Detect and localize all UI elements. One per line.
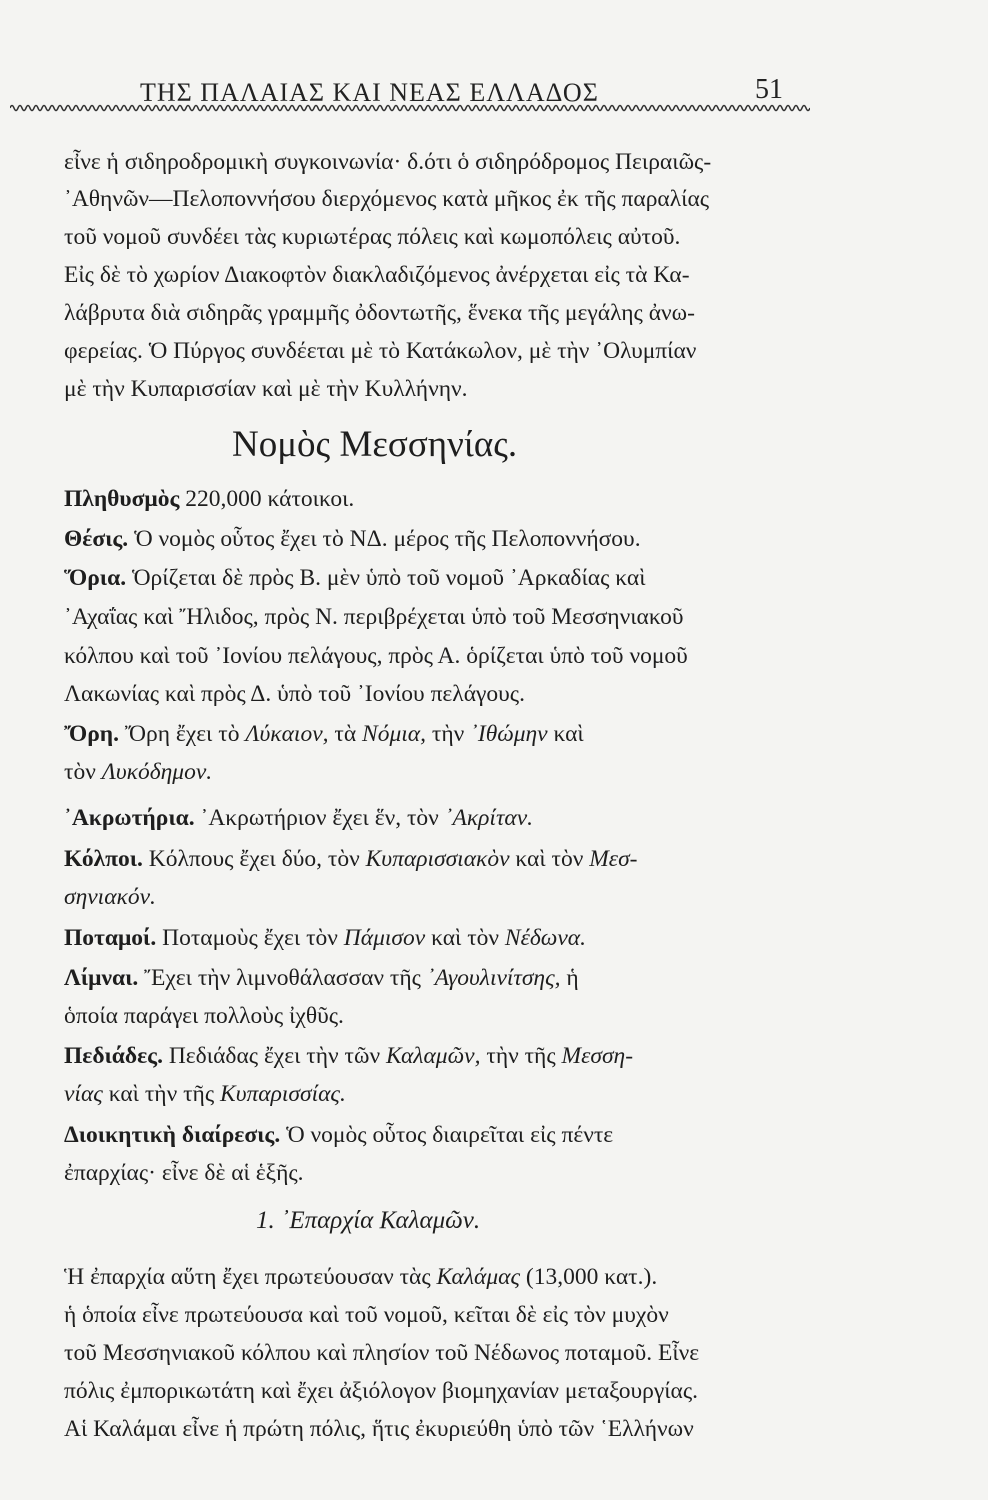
entry-population — [64, 486, 354, 513]
entry-capes — [64, 805, 533, 832]
entry-text: Πεδιάδας ἔχει τὴν τῶν — [162, 1043, 386, 1069]
entry-division — [64, 1122, 613, 1149]
entry-text: Ἔχει τὴν λιμνοθάλασσαν τῆς — [138, 965, 427, 991]
entry-text: Ὁρίζεται δὲ πρὸς Β. μὲν ὑπὸ τοῦ νομοῦ ᾿Αρκαδίας καὶ — [126, 565, 646, 591]
plain-name: Κυπαρισσίας. — [220, 1081, 346, 1107]
mountain-name: Νόμια, — [362, 721, 426, 747]
entry-text: τὰ — [328, 721, 363, 747]
entry-label: Ὄρη. — [64, 721, 120, 747]
entry-label: Διοικητικὴ διαίρεσις. — [64, 1122, 281, 1148]
entry-lakes — [64, 965, 579, 992]
entry-text: τὸν — [64, 759, 102, 785]
plain-name: Μεσση- — [561, 1043, 634, 1069]
entry-label: ᾿Ακρωτήρια. — [64, 805, 195, 831]
entry-label: Θέσις. — [64, 526, 129, 552]
wavy-rule-divider — [10, 100, 810, 116]
entry-text: τὴν — [426, 721, 471, 747]
province-line-3: τοῦ Μεσσηνιακοῦ κόλπου καὶ πλησίον τοῦ Νέδωνος ποταμοῦ. Εἶνε — [64, 1340, 700, 1366]
page-number: 51 — [755, 74, 783, 105]
entry-text: Ὁ νομὸς οὗτος ἔχει τὸ ΝΔ. μέρος τῆς Πελοποννήσου. — [128, 526, 641, 552]
river-name: Πάμισον — [343, 925, 426, 951]
intro-line-3: τοῦ νομοῦ συνδέει τὰς κυριωτέρας πόλεις καὶ κωμοπόλεις αὐτοῦ. — [64, 224, 681, 250]
gulfs-line-2: σηνιακόν. — [64, 884, 156, 910]
entry-label: Ὅρια. — [64, 565, 127, 591]
entry-label: Λίμναι. — [64, 965, 139, 991]
entry-plains — [64, 1043, 633, 1070]
entry-label: Πληθυσμὸς — [64, 486, 180, 512]
entry-label: Πεδιάδες. — [64, 1043, 163, 1069]
intro-line-6: φερείας. Ὁ Πύργος συνδέεται μὲ τὸ Κατάκωλον, μὲ τὴν ᾿Ολυμπίαν — [64, 338, 697, 364]
entry-text: καὶ τὸν — [425, 925, 505, 951]
entry-text: καὶ τὸν — [509, 846, 590, 872]
province-line-1 — [64, 1264, 657, 1291]
province-line-2: ἡ ὁποία εἶνε πρωτεύουσα καὶ τοῦ νομοῦ, κεῖται δὲ εἰς τὸν μυχὸν — [64, 1302, 669, 1328]
entry-text: Κόλπους ἔχει δύο, τὸν — [142, 846, 366, 872]
lake-name: ᾿Αγουλινίτσης, — [426, 965, 561, 991]
entry-text: τὴν τῆς — [480, 1043, 562, 1069]
intro-line-7: μὲ τὴν Κυπαρισσίαν καὶ μὲ τὴν Κυλλήνην. — [64, 376, 468, 402]
entry-text: Ὁ νομὸς οὗτος διαιρεῖται εἰς πέντε — [280, 1122, 614, 1148]
borders-line-3: κόλπου καὶ τοῦ ᾿Ιονίου πελάγους, πρὸς Α. ὁρίζεται ὑπὸ τοῦ νομοῦ — [64, 643, 688, 669]
entry-text: ἡ — [560, 965, 579, 991]
intro-line-5: λάβρυτα διὰ σιδηρᾶς γραμμῆς ὀδοντωτῆς, ἕνεκα τῆς μεγάλης ἀνω- — [64, 300, 695, 326]
province-line-4: πόλις ἐμπορικωτάτη καὶ ἔχει ἀξιόλογον βιομηχανίαν μεταξουργίας. — [64, 1378, 699, 1404]
mountain-name: Λύκαιον, — [245, 721, 329, 747]
intro-line-2: ᾿Αθηνῶν—Πελοποννήσου διερχόμενος κατὰ μῆκος ἐκ τῆς παραλίας — [64, 186, 710, 212]
plain-name: Καλαμῶν, — [385, 1043, 481, 1069]
mountain-name: ᾿Ιθώμην — [470, 721, 548, 747]
entry-mountains — [64, 721, 584, 748]
entry-label: Ποταμοί. — [64, 925, 157, 951]
borders-line-2: ᾿Αχαΐας καὶ Ἤλιδος, πρὸς Ν. περιβρέχεται ὑπὸ τοῦ Μεσσηνιακοῦ — [64, 604, 684, 630]
intro-line-1: εἶνε ἡ σιδηροδρομικὴ συγκοινωνία· δ.ότι ὁ σιδηρόδρομος Πειραιῶς- — [64, 149, 712, 175]
division-line-2: ἐπαρχίας· εἶνε δὲ αἱ ἑξῆς. — [64, 1160, 304, 1186]
entry-borders — [64, 565, 646, 592]
entry-text: (13,000 κατ.). — [520, 1264, 658, 1290]
borders-line-4: Λακωνίας καὶ πρὸς Δ. ὑπὸ τοῦ ᾿Ιονίου πελάγους. — [64, 681, 525, 707]
entry-text: 220,000 κάτοικοι. — [179, 486, 355, 512]
entry-text: Ποταμοὺς ἔχει τὸν — [156, 925, 344, 951]
entry-position — [64, 526, 641, 553]
gulf-name: Μεσ- — [589, 846, 638, 872]
plains-line-2 — [64, 1081, 346, 1108]
entry-text: Ὄρη ἔχει τὸ — [119, 721, 246, 747]
entry-text: καὶ τὴν τῆς — [102, 1081, 221, 1107]
lakes-line-2: ὁποία παράγει πολλοὺς ἰχθῦς. — [64, 1003, 344, 1029]
intro-line-4: Εἰς δὲ τὸ χωρίον Διακοφτὸν διακλαδιζόμενος ἀνέρχεται εἰς τὰ Κα- — [64, 262, 690, 288]
entry-gulfs — [64, 846, 638, 873]
entry-text: ᾿Ακρωτήριον ἔχει ἕν, τὸν — [194, 805, 445, 831]
river-name: Νέδωνα. — [504, 925, 587, 951]
gulf-name: Κυπαρισσιακὸν — [365, 846, 510, 872]
mountains-line-2 — [64, 759, 212, 786]
entry-label: Κόλποι. — [64, 846, 143, 872]
province-line-5: Αἱ Καλάμαι εἶνε ἡ πρώτη πόλις, ἥτις ἐκυριεύθη ὑπὸ τῶν ῾Ελλήνων — [64, 1416, 694, 1442]
subsection-title: 1. ᾿Επαρχία Καλαμῶν. — [256, 1207, 481, 1234]
running-title: ΤΗΣ ΠΑΛΑΙΑΣ ΚΑΙ ΝΕΑΣ ΕΛΛΑΔΟΣ — [140, 78, 599, 107]
section-title: Νομὸς Μεσσηνίας. — [232, 424, 518, 465]
entry-rivers — [64, 925, 586, 952]
mountain-name: Λυκόδημον. — [101, 759, 213, 785]
entry-text: Ἡ ἐπαρχία αὕτη ἔχει πρωτεύουσαν τὰς — [64, 1264, 437, 1290]
cape-name: ᾿Ακρίταν. — [444, 805, 534, 831]
entry-text: καὶ — [547, 721, 584, 747]
city-name: Καλάμας — [436, 1264, 521, 1290]
plain-name: νίας — [64, 1081, 103, 1107]
